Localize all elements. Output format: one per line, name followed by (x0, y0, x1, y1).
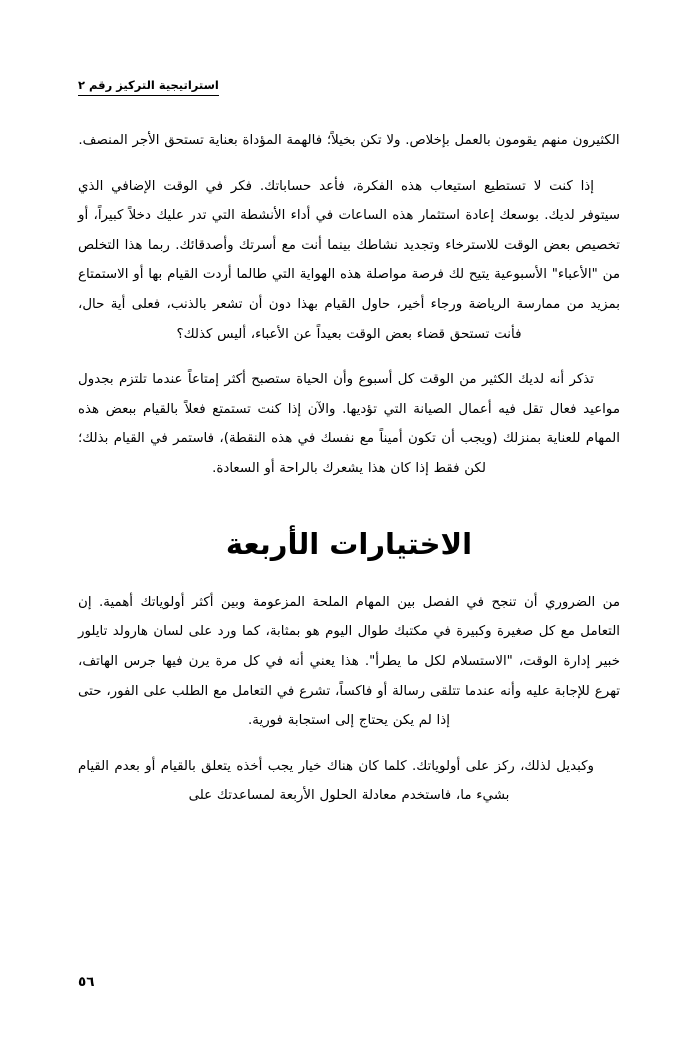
running-head-text: استراتيجية التركيز رقم ٢ (78, 79, 219, 96)
paragraph-2: إذا كنت لا تستطيع استيعاب هذه الفكرة، فأعد حساباتك. فكر في الوقت الإضافي الذي سيتوفر لديك. بوسعك إعادة استثمار هذه الساعات في أداء الأنشطة التي تدر عليك دخلاً كبيراً، أو تخصيص بعض الوقت للاسترخاء وتجديد نشاطك بينما أنت مع أسرتك وأصدقائك. ربما هذا التخلص من "الأعباء" الأسبوعية يتيح لك فرصة مواصلة هذه الهواية التي طالما أردت القيام بها أو الاستمتاع بمزيد من ممارسة الرياضة ورجاء أخير، حاول القيام بهذا دون أن تشعر بالذنب، فعلى أية حال، فأنت تستحق قضاء بعض الوقت بعيداً عن الأعباء، أليس كذلك؟ (78, 178, 620, 342)
paragraph-4: من الضروري أن تنجح في الفصل بين المهام الملحة المزعومة وبين أكثر أولوياتك أهمية. إن التعامل مع كل صغيرة وكبيرة في مكتبك طوال اليوم هو بمثابة، كما ورد على لسان هارولد تايلور خبير إدارة الوقت، "الاستسلام لكل ما يطرأ". هذا يعني أنه في كل مرة يرن فيها جرس الهاتف، تهرع للإجابة عليه وأنه عندما تتلقى رسالة أو فاكساً، تشرع في التعامل مع الطلب على الفور، حتى إذا لم يكن يحتاج إلى استجابة فورية. (78, 594, 620, 729)
running-head (78, 74, 620, 96)
paragraph-1: الكثيرون منهم يقومون بالعمل بإخلاص. ولا تكن بخيلاً؛ فالهمة المؤداة بعناية تستحق الأجر المنصف. (78, 133, 620, 148)
page-number: ٥٦ (78, 974, 95, 990)
paragraph-3: تذكر أنه لديك الكثير من الوقت كل أسبوع وأن الحياة ستصبح أكثر إمتاعاً عندما تلتزم بجدول مواعيد فعال تقل فيه أعمال الصيانة التي تؤديها. والآن إذا كنت تستمتع فعلاً بالقيام ببعض هذه المهام للعناية بمنزلك (ويجب أن تكون أميناً مع نفسك في هذه النقطة)، فاستمر في القيام بذلك؛ لكن فقط إذا كان هذا يشعرك بالراحة أو السعادة. (78, 372, 620, 476)
page-folio (78, 974, 620, 990)
section-heading: الاختيارات الأربعة (225, 526, 473, 561)
paragraph-5: وكبديل لذلك، ركز على أولوياتك. كلما كان هناك خيار يجب أخذه يتعلق بالقيام أو بعدم القيام بشيء ما، فاستخدم معادلة الحلول الأربعة لمساعدتك على (78, 758, 594, 804)
text-column (78, 126, 620, 811)
